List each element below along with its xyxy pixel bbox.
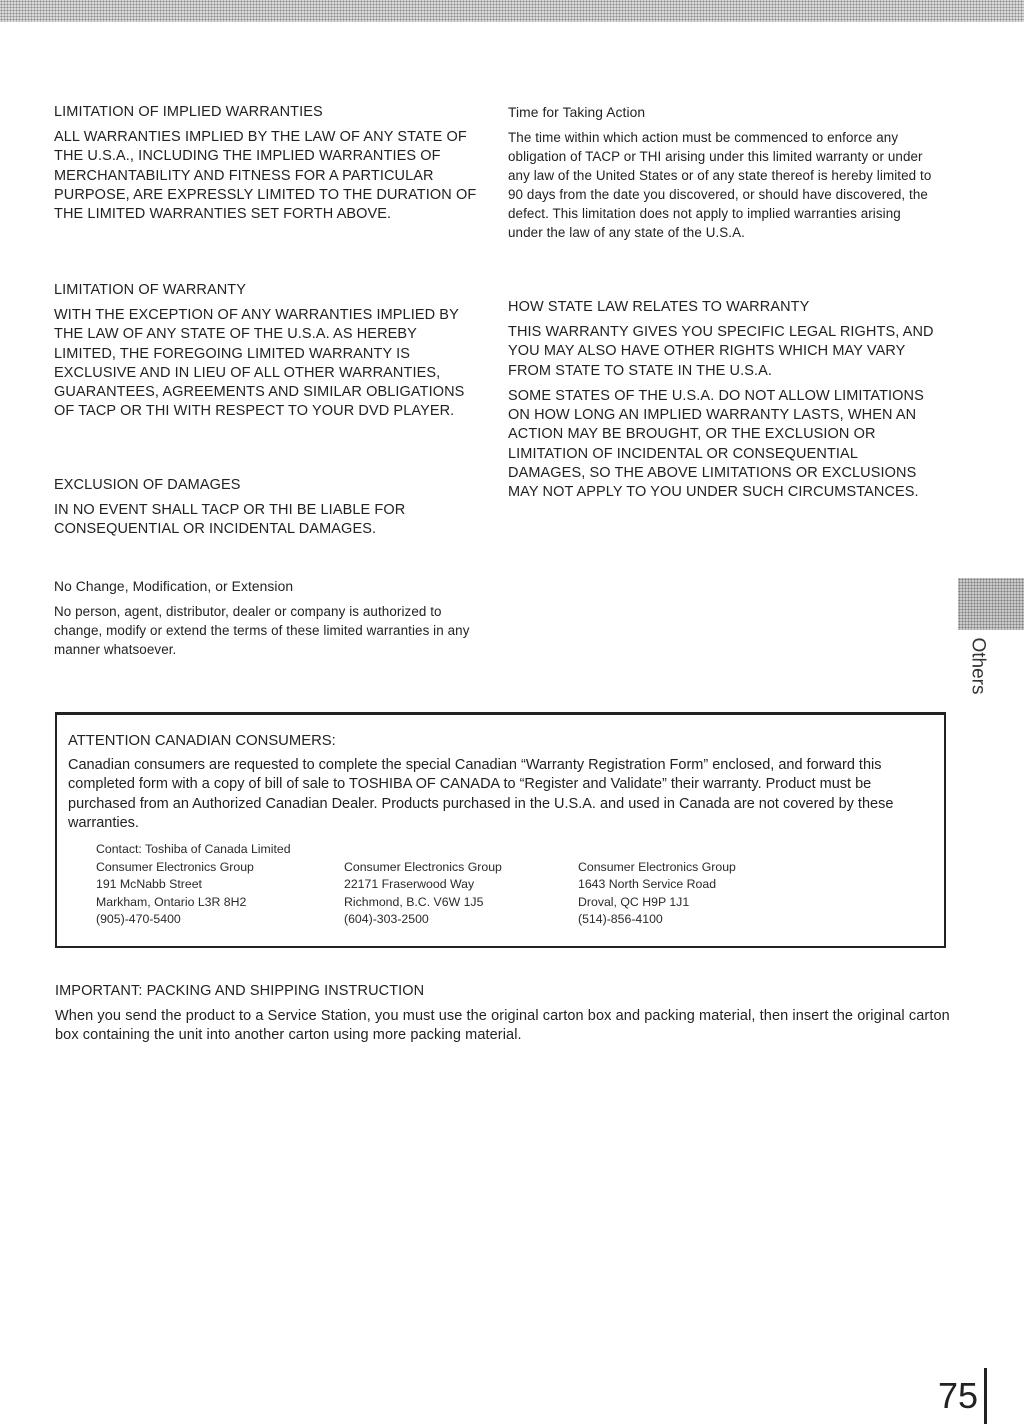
section-title: Time for Taking Action [508,105,646,120]
section-body: IN NO EVENT SHALL TACP OR THI BE LIABLE FOR CONSEQUENTIAL OR INCIDENTAL DAMAGES. [54,502,406,538]
contact-group: Consumer Electronics Group [344,859,502,874]
section-body: No person, agent, distributor, dealer or company is authorized to change, modify or extend the terms of these limited warranties in any manner whatsoever. [54,604,470,657]
section-body: THIS WARRANTY GIVES YOU SPECIFIC LEGAL RIGHTS, AND YOU MAY ALSO HAVE OTHER RIGHTS WHICH MAY VARY FROM STATE TO STATE IN THE U.S.A. [508,324,934,379]
side-tab-label [956,636,1000,696]
section-title: LIMITATION OF WARRANTY [54,282,247,298]
section-body: WITH THE EXCEPTION OF ANY WARRANTIES IMPLIED BY THE LAW OF ANY STATE OF THE U.S.A. AS HEREBY LIMITED, THE FOREGOING LIMITED WARRANTY IS EXCLUSIVE AND IN LIEU OF ALL OTHER WARRANTIES, GUARANTEES, AGREEMENTS AND SIMILAR OBLIGATIONS OF TACP OR THI WITH RESPECT TO YOUR DVD PLAYER. [54,307,465,420]
section-body: ALL WARRANTIES IMPLIED BY THE LAW OF ANY STATE OF THE U.S.A., INCLUDING THE IMPLIED WARRANTIES OF MERCHANTABILITY AND FITNESS FOR A PARTICULAR PURPOSE, ARE EXPRESSLY LIMITED TO THE DURATION OF THE LIMITED WARRANTIES SET FORTH ABOVE. [54,129,477,223]
packing-shipping-section [55,982,955,1046]
contact-address-3 [578,859,736,929]
contact-phone: (905)-470-5400 [96,912,181,927]
no-change-section [54,577,479,659]
box-title: ATTENTION CANADIAN CONSUMERS: [68,733,336,749]
section-body: The time within which action must be commenced to enforce any obligation of TACP or THI arising under this limited warranty or under any law of the United States or of any state thereof is hereby limited to 90 days from the date you discovered, or should have discovered, the defect. This limitation does not apply to implied warranties arising under the law of any state of the U.S.A. [508,130,932,240]
side-tab-text: Others [968,637,989,695]
contact-phone: (604)-303-2500 [344,912,429,927]
header-pattern-band [0,0,1024,22]
section-title: No Change, Modification, or Extension [54,579,294,594]
implied-warranties-section [54,103,479,224]
page-number: 75 [938,1375,979,1416]
section-title: EXCLUSION OF DAMAGES [54,477,241,493]
section-body: SOME STATES OF THE U.S.A. DO NOT ALLOW LIMITATIONS ON HOW LONG AN IMPLIED WARRANTY LASTS, WHEN AN ACTION MAY BE BROUGHT, OR THE EXCLUSION OR LIMITATION OF INCIDENTAL OR CONSEQUENTIAL DAMAGES, SO THE ABOVE LIMITATIONS OR EXCLUSIONS MAY NOT APPLY TO YOU UNDER SUCH CIRCUMSTANCES. [508,387,924,501]
section-body: When you send the product to a Service Station, you must use the original carton box and packing material, then insert the original carton box containing the unit into another carton using more packing material. [55,1008,950,1044]
contact-group: Consumer Electronics Group [578,859,736,874]
canadian-consumers-box [55,712,946,948]
contact-address-2 [344,859,502,929]
contact-address-1 [96,859,254,929]
contact-label: Contact: Toshiba of Canada Limited [96,842,291,856]
contact-street: 191 McNabb Street [96,877,202,892]
time-for-action-section [508,103,938,242]
contact-street: 22171 Fraserwood Way [344,877,475,892]
contact-city: Richmond, B.C. V6W 1J5 [344,894,484,909]
side-tab-pattern [958,578,1024,630]
exclusion-of-damages-section [54,476,479,540]
contact-city: Markham, Ontario L3R 8H2 [96,894,247,909]
contact-phone: (514)-856-4100 [578,912,663,927]
contact-street: 1643 North Service Road [578,877,717,892]
contact-group: Consumer Electronics Group [96,859,254,874]
contact-block [96,841,736,927]
contact-city: Droval, QC H9P 1J1 [578,894,690,909]
box-body: Canadian consumers are requested to complete the special Canadian “Warranty Registration Form” enclosed, and forward this completed form with a copy of bill of sale to TOSHIBA OF CANADA to “Register and Validate” their warranty. Product must be purchased from an Authorized Canadian Dealer. Products purchased in the U.S.A. and used in Canada are not covered by these warranties. [68,757,894,832]
page-number-rule [984,1368,987,1424]
section-title: IMPORTANT: PACKING AND SHIPPING INSTRUCTION [55,983,425,999]
state-law-section [508,298,938,503]
section-title: LIMITATION OF IMPLIED WARRANTIES [54,104,323,120]
limitation-of-warranty-section [54,281,479,422]
section-title: HOW STATE LAW RELATES TO WARRANTY [508,299,810,315]
